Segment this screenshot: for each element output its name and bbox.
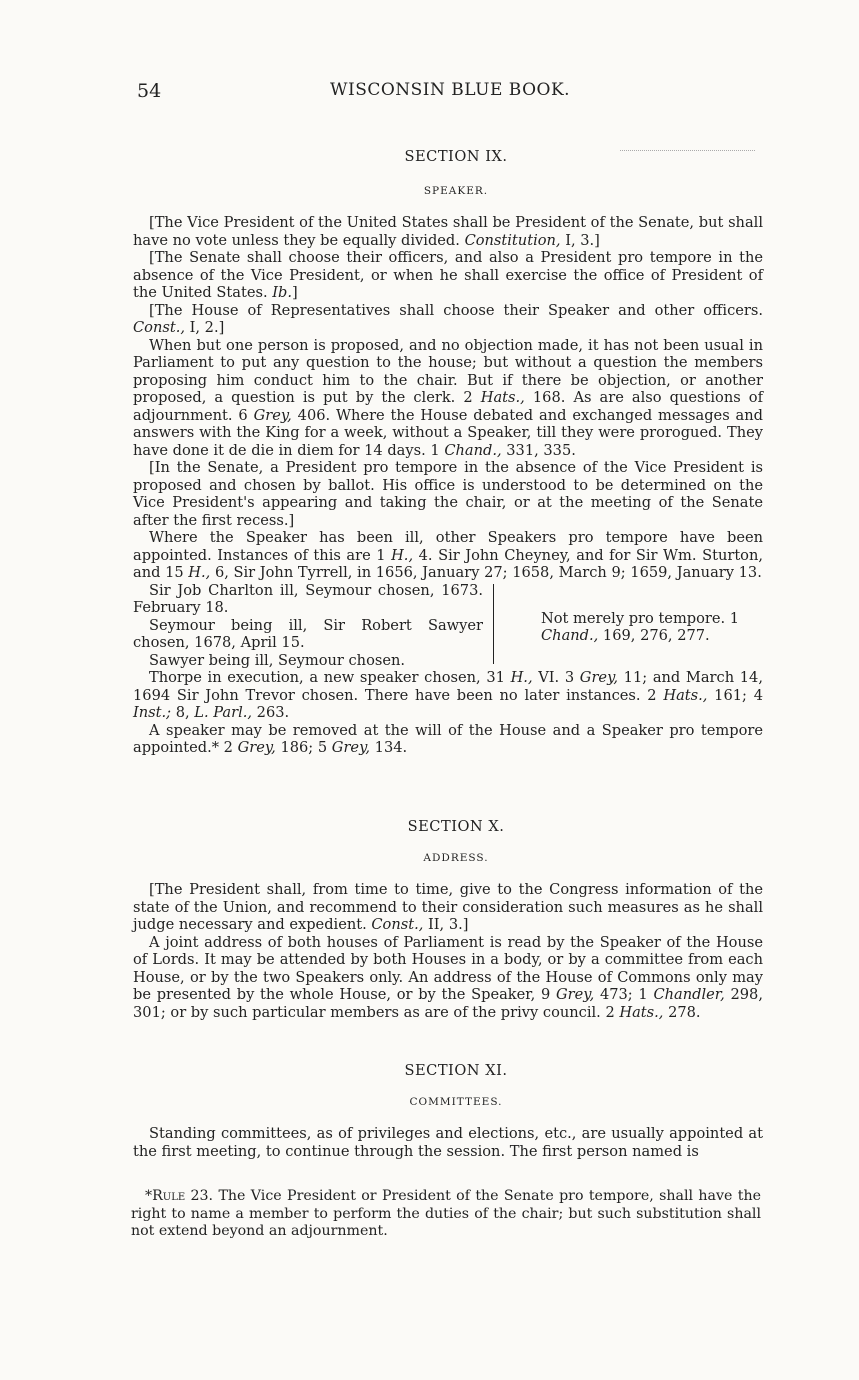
section-xi-heading: SECTION XI.	[404, 1062, 508, 1079]
brace-note: Not merely pro tempore. 1 Chand., 169, 276, 277.	[541, 609, 740, 644]
paragraph: When but one person is proposed, and no objection made, it has not been usual in Parliament to put any question to the house; but without a question the members proposing him conduct him to the chair. But if there be objection, or another proposed, a question is put by the clerk. 2 Hats., 168. As are also questions of adjournment. 6 Grey, 406. Where the House debated and exchanged messages and answers with the King for a week, without a Speaker, till they were prorogued. They have done it de die in diem for 14 days. 1 Chand., 331, 335.	[133, 336, 764, 459]
brace-entry: Sawyer being ill, Seymour chosen.	[149, 651, 406, 669]
paragraph: Thorpe in execution, a new speaker chosen, 31 H., VI. 3 Grey, 11; and March 14, 1694 Sir John Trevor chosen. There have been no later instances. 2 Hats., 161; 4 Inst.; 8, L. Parl., 263.	[133, 669, 763, 721]
section-xi-subheading: COMMITTEES.	[409, 1095, 503, 1108]
paragraph: A joint address of both houses of Parliament is read by the Speaker of the House of Lords. It may be attended by both Houses in a body, or by a committee from each House, or by the two Speakers only. An address of the House of Commons only may be presented by the whole House, or by the Speaker, 9 Grey, 473; 1 Chandler, 298, 301; or by such particular members as are of the privy council. 2 Hats., 278.	[133, 933, 763, 1021]
paragraph: [In the Senate, a President pro tempore in the absence of the Vice President is proposed and chosen by ballot. His office is understood to be determined on the Vice President's appearing and taking the chair, or at the meeting of the Senate after the first recess.]	[133, 459, 763, 529]
section-x-heading: SECTION X.	[407, 818, 505, 835]
section-ix	[133, 148, 763, 757]
brace-entry: Sir Job Charlton ill, Seymour chosen, 1673. February 18.	[133, 581, 483, 616]
footnote-mark: *	[145, 1188, 153, 1204]
brace-group	[133, 582, 763, 670]
paragraph: Where the Speaker has been ill, other Speakers pro tempore have been appointed. Instances of this are 1 H., 4. Sir John Cheyney, and for Sir Wm. Sturton, and 15 H., 6, Sir John Tyrrell, in 1656, January 27; 1658, March 9; 1659, January 13.	[133, 529, 764, 581]
paragraph: A speaker may be removed at the will of the House and a Speaker pro tempore appointed.* 2 Grey, 186; 5 Grey, 134.	[133, 721, 763, 756]
paragraph: [The Vice President of the United States shall be President of the Senate, but shall have no vote unless they be equally divided. Constitution, I, 3.]	[133, 214, 763, 249]
section-ix-heading: SECTION IX.	[404, 148, 508, 165]
footnote	[131, 1188, 761, 1241]
page-number: 54	[137, 80, 162, 102]
running-title: WISCONSIN BLUE BOOK.	[330, 80, 571, 100]
paragraph: Standing committees, as of privileges and elections, etc., are usually appointed at the first meeting, to continue through the session. The first person named is	[133, 1125, 763, 1160]
footnote-label: Rule 23.	[152, 1188, 214, 1204]
brace-mark	[493, 584, 504, 664]
section-x-subheading: ADDRESS.	[423, 851, 489, 864]
section-x	[133, 818, 763, 1021]
section-xi	[133, 1062, 763, 1160]
footnote-text: The Vice President or President of the Senate pro tempore, shall have the right to name a member to perform the duties of the chair; but such substitution shall not extend beyond an adjournment.	[131, 1188, 762, 1239]
paragraph: [The House of Representatives shall choose their Speaker and other officers. Const., I, 2.]	[133, 301, 763, 336]
brace-entry: Seymour being ill, Sir Robert Sawyer chosen, 1678, April 15.	[133, 616, 483, 651]
paragraph: [The Senate shall choose their officers, and also a President pro tempore in the absence of the Vice President, or when he shall exercise the office of President of the United States. Ib.]	[133, 249, 763, 301]
paragraph: [The President shall, from time to time, give to the Congress information of the state of the Union, and recommend to their consideration such measures as he shall judge necessary and expedient. Const., II, 3.]	[133, 881, 763, 933]
section-ix-subheading: SPEAKER.	[423, 184, 489, 197]
